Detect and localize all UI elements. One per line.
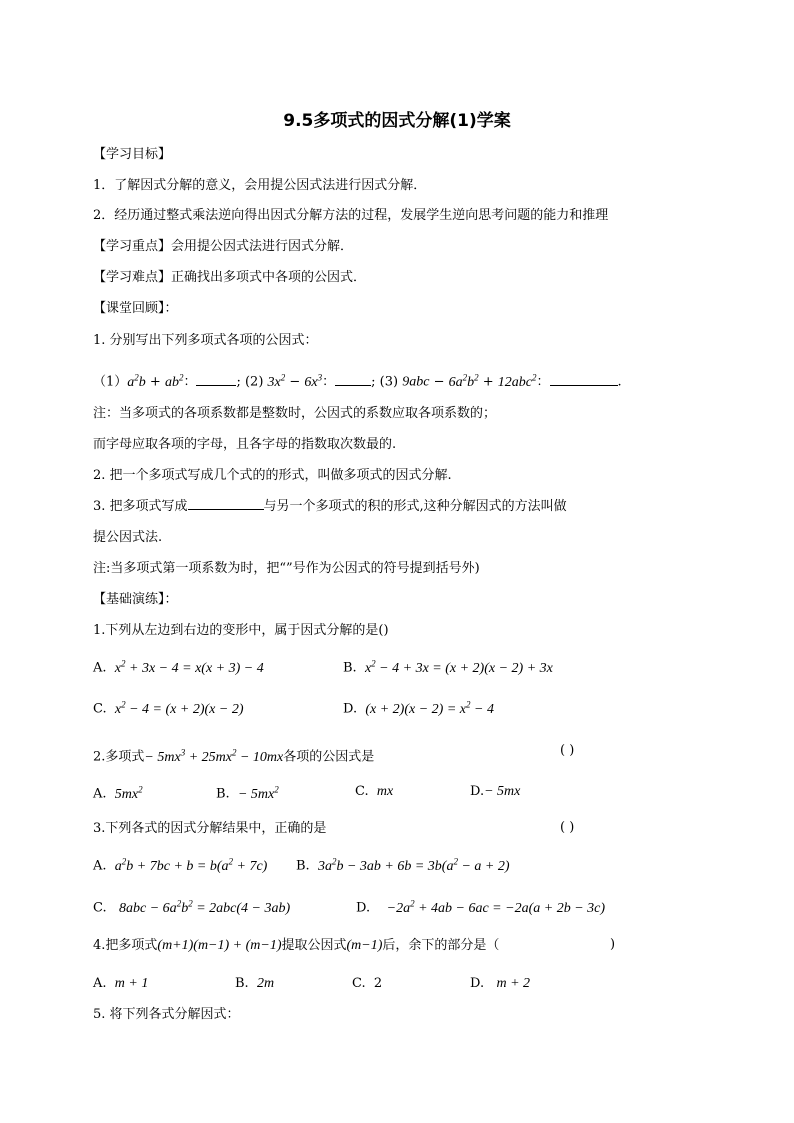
question-4: 4.把多项式(m+1)(m−1) + (m−1)提取公因式(m−1)后，余下的部分是（: [93, 938, 500, 953]
question-3: 3.下列各式的因式分解结果中，正确的是: [93, 821, 327, 836]
review-q1: 1. 分别写出下列多项式各项的公因式：: [93, 333, 318, 348]
review-q3: 3. 把多项式写成 与另一个多项式的积的形式,这种分解因式的方法叫做: [93, 499, 567, 514]
q1-option-b: B. $x^2 - 4 + 3x = (x + 2)(x - 2) + 3x$: [343, 658, 553, 676]
goal-1: 1．了解因式分解的意义，会用提公因式法进行因式分解．: [93, 178, 427, 193]
page-title: 9.5多项式的因式分解(1)学案: [283, 111, 511, 131]
q1-option-a: A. $x^2 + 3x - 4 = x(x + 3) - 4$: [93, 658, 264, 676]
q2-option-c: C. mx: [355, 784, 394, 799]
q3-option-d: D. $-2a^2 + 4ab - 6ac = -2a(a + 2b - 3c)$: [356, 898, 606, 916]
review-q2: 2. 把一个多项式写成几个式的的形式，叫做多项式的因式分解.: [93, 468, 452, 483]
review-header: 【课堂回顾】：: [93, 301, 178, 316]
q4-option-d: D. m + 2: [470, 976, 531, 991]
q3-option-a: A. $a^2b + 7bc + b = b(a^2 + 7c)$: [93, 856, 268, 874]
question-2: 2.多项式− $5mx^3 + 25mx^2 - 10mx$各项的公因式是: [93, 747, 375, 765]
q1-option-c: C. $x^2 - 4 = (x + 2)(x - 2)$: [93, 699, 244, 717]
q4-close-paren: ): [610, 937, 616, 952]
goal-2: 2．经历通过整式乘法逆向得出因式分解方法的过程，发展学生逆向思考问题的能力和推理: [93, 208, 609, 223]
q4-option-b: B. 2m: [235, 976, 275, 991]
practice-header: 【基础演练】：: [93, 592, 178, 607]
note-1: 注：当多项式的各项系数都是整数时，公因式的系数应取各项系数的；: [93, 406, 497, 421]
goals-header: 【学习目标】: [93, 147, 172, 162]
review-q1-formulas: $(1)a^2b + ab^2$： ; (2) $3x^2 - 6x^3$： ; (3) $9abc - 6a^2b^2 + 12abc^2$： .: [93, 372, 622, 390]
question-5: 5. 将下列各式分解因式：: [93, 1007, 240, 1022]
q4-option-a: A. m + 1: [93, 976, 149, 991]
q3-option-c: C. $8abc - 6a^2b^2 = 2abc(4 - 3ab)$: [93, 898, 291, 916]
q1-option-d: D. $(x + 2)(x - 2) = x^2 - 4$: [343, 699, 494, 717]
note-2: 而字母应取各项的字母，且各字母的指数取次数最的.: [93, 437, 397, 452]
q2-answer-paren: ( ): [560, 743, 575, 758]
question-1: 1.下列从左边到右边的变形中，属于因式分解的是(): [93, 623, 389, 638]
q4-option-c: C. 2: [352, 976, 383, 991]
q3-option-b: B. $3a^2b - 3ab + 6b = 3b(a^2 - a + 2)$: [296, 856, 510, 874]
q2-option-d: D.− 5mx: [470, 784, 521, 799]
difficulty: 【学习难点】正确找出多项式中各项的公因式．: [93, 270, 367, 285]
key-point: 【学习重点】会用提公因式法进行因式分解．: [93, 239, 354, 254]
q2-option-b: B. − $5mx^2$: [216, 784, 279, 802]
q2-option-a: A. $5mx^2$: [93, 784, 143, 802]
note-3: 注:当多项式第一项系数为时，把“”号作为公因式的符号提到括号外): [93, 561, 480, 576]
q3-answer-paren: ( ): [560, 820, 575, 835]
review-q3-cont: 提公因式法.: [93, 530, 163, 545]
